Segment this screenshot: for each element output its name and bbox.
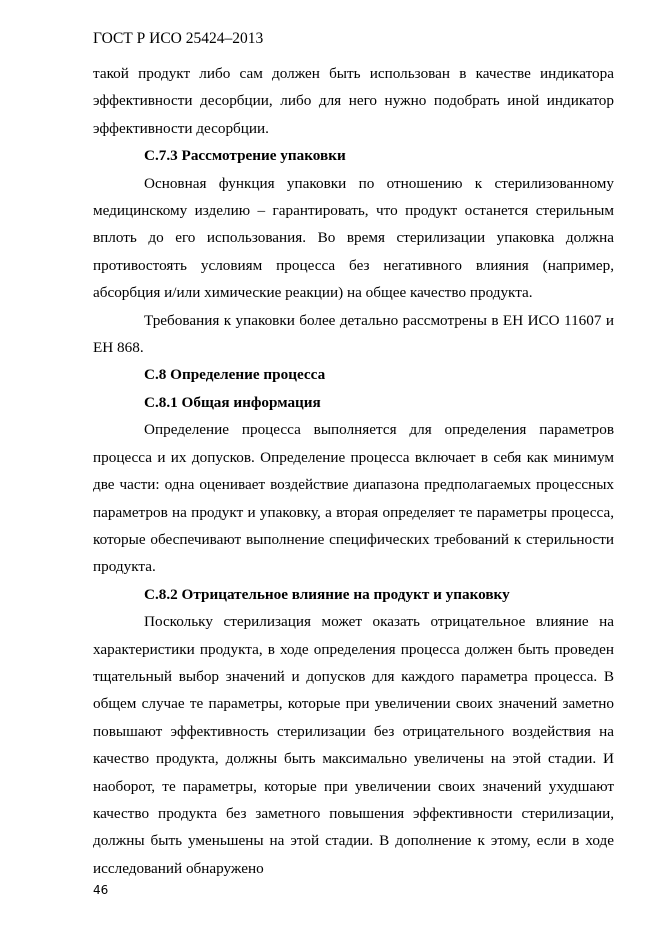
document-header: ГОСТ Р ИСО 25424–2013 xyxy=(93,30,264,47)
paragraph-process-definition: Определение процесса выполняется для определения параметров процесса и их допусков. Определение процесса включает в себя как минимум две части: одна оценивает воздействие диапазона предполагаемых процессных параметров на продукт и упаковку, а вторая определяет те параметры процесса, которые обеспечивают выполнение специфических требований к стерильности продукта. xyxy=(93,421,614,576)
paragraph-packaging-function: Основная функция упаковки по отношению к стерилизованному медицинскому изделию – гарантировать, что продукт останется стерильным вплоть до его использования. Во время стерилизации упаковка должна противостоять условиям процесса без негативного влияния (например, абсорбция и/или химические реакции) на общее качество продукта. xyxy=(93,174,614,302)
page-number: 46 xyxy=(93,883,109,897)
section-heading-c-8-1: С.8.1 Общая информация xyxy=(144,393,321,411)
section-heading-c-8: С.8 Определение процесса xyxy=(144,366,326,384)
section-heading-c-7-3: С.7.3 Рассмотрение упаковки xyxy=(144,147,346,165)
paragraph-negative-impact: Поскольку стерилизация может оказать отрицательное влияние на характеристики продукта, в ходе определения процесса должен быть проведен тщательный выбор значений и допусков для каждого параметра процесса. В общем случае те параметры, которые при увеличении своих значений заметно повышают эффективность стерилизации без отрицательного воздействия на качество продукта, должны быть максимально увеличены на этой стадии. И наоборот, те параметры, которые при увеличении своих значений ухудшают качество продукта без заметного повышения эффективности стерилизации, должны быть уменьшены на этой стадии. В дополнение к этому, если в ходе исследований обнаружено xyxy=(93,613,614,877)
paragraph-packaging-requirements: Требования к упаковки более детально рассмотрены в ЕН ИСО 11607 и ЕН 868. xyxy=(93,311,614,357)
document-body xyxy=(93,60,614,882)
paragraph-continuation: такой продукт либо сам должен быть использован в качестве индикатора эффективности десорбции, либо для него нужно подобрать иной индикатор эффективности десорбции. xyxy=(93,65,614,137)
section-heading-c-8-2: С.8.2 Отрицательное влияние на продукт и упаковку xyxy=(144,585,510,603)
